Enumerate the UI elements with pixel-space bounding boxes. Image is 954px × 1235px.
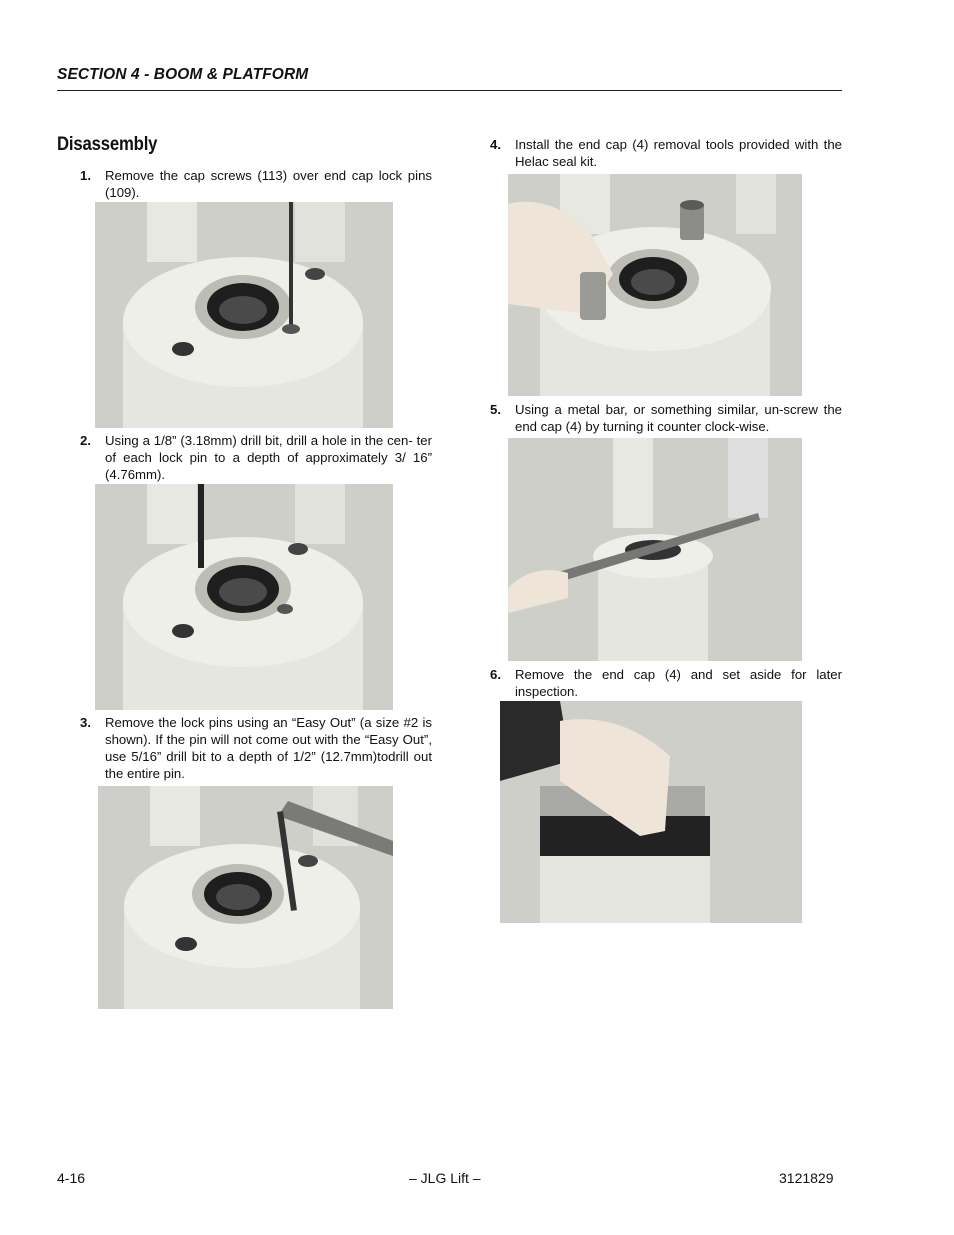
- step-6: [490, 666, 842, 700]
- step-text: Using a 1/8” (3.18mm) drill bit, drill a hole in the cen- ter of each lock pin to a depth of approximately 3/ 16” (4.76mm).: [105, 433, 432, 482]
- page-number: 4-16: [57, 1170, 86, 1186]
- doc-number: 3121829: [779, 1170, 834, 1186]
- section-title: SECTION 4 - BOOM & PLATFORM: [57, 66, 309, 83]
- step-text: Install the end cap (4) removal tools provided with the Helac seal kit.: [515, 137, 842, 169]
- step-text: Remove the lock pins using an “Easy Out” (a size #2 is shown). If the pin will not come out with the “Easy Out”, use 5/16” drill bit to a depth of 1/2” (12.7mm)todrill out the entire pin.: [105, 715, 432, 781]
- step-1: [80, 167, 432, 201]
- step-number: 4.: [490, 137, 501, 152]
- step-number: 1.: [80, 168, 91, 183]
- photo-remove-end-cap: [500, 701, 802, 923]
- step-number: 5.: [490, 402, 501, 417]
- step-text: Remove the cap screws (113) over end cap lock pins (109).: [105, 168, 432, 200]
- step-number: 6.: [490, 667, 501, 682]
- step-text: Using a metal bar, or something similar, un-screw the end cap (4) by turning it counter clock-wise.: [515, 402, 842, 434]
- step-5: [490, 401, 842, 435]
- photo-remove-cap-screws: [95, 202, 393, 428]
- section-heading: Disassembly: [57, 134, 158, 155]
- step-4: [490, 136, 842, 170]
- footer-center: – JLG Lift –: [409, 1170, 481, 1186]
- photo-drill-lock-pin: [95, 484, 393, 710]
- photo-easy-out: [98, 786, 393, 1009]
- page-header: [57, 64, 842, 91]
- step-2: [80, 432, 432, 483]
- photo-unscrew-end-cap: [508, 438, 802, 661]
- step-number: 2.: [80, 433, 91, 448]
- step-number: 3.: [80, 715, 91, 730]
- step-text: Remove the end cap (4) and set aside for later inspection.: [515, 667, 842, 699]
- photo-install-removal-tools: [508, 174, 802, 396]
- step-3: [80, 714, 432, 782]
